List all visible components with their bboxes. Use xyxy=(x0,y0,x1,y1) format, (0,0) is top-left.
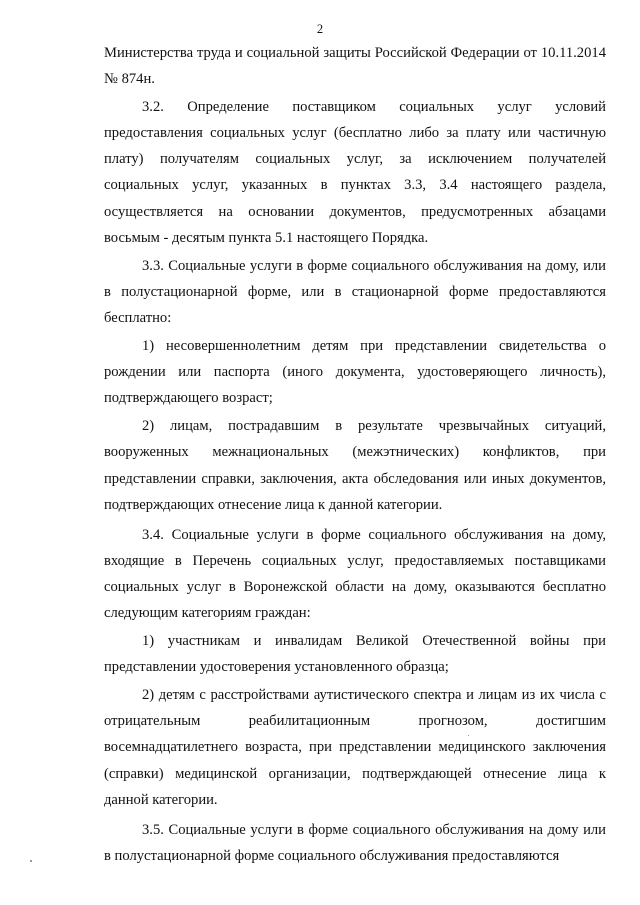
paragraph-clause-3-3-item-2: 2) лицам, пострадавшим в результате чрезвычайных ситуаций, вооруженных межнациональных (межэтнических) конфликтов, при представлении справки, заключения, акта обследования или иных документов, подтверждающих отнесение лица к данной категории. xyxy=(104,418,606,513)
paragraph-clause-3-3-item-1: 1) несовершеннолетним детям при представлении свидетельства о рождении или паспорта (иного документа, удостоверяющего личность), подтверждающего возраст; xyxy=(104,338,606,407)
paragraph-clause-3-5: 3.5. Социальные услуги в форме социального обслуживания на дому или в полустационарной форме социального обслуживания предоставляются xyxy=(104,821,606,864)
paragraph-clause-3-4-item-1: 1) участникам и инвалидам Великой Отечественной войны при представлении удостоверения установленного образца; xyxy=(104,633,606,676)
scan-speck xyxy=(30,860,32,862)
paragraph-clause-3-4-item-2: 2) детям с расстройствами аутистического спектра и лицам из их числа с отрицательным реабилитационным прогнозом, достигшим восемнадцатилетнего возраста, при представлении медицинского заключения (справки) медицинской организации, подтверждающей отнесение лица к данной категории. xyxy=(104,687,606,808)
paragraph-intro-continuation: Министерства труда и социальной защиты Российской Федерации от 10.11.2014 № 874н. xyxy=(104,45,606,88)
paragraph-clause-3-2: 3.2. Определение поставщиком социальных услуг условий предоставления социальных услуг (бесплатно либо за плату или частичную плату) получателям социальных услуг, за исключением получателей социальных услуг, указанных в пунктах 3.3, 3.4 настоящего раздела, осуществляется на основании документов, предусмотренных абзацами восьмым - десятым пункта 5.1 настоящего Порядка. xyxy=(104,99,606,246)
scan-speck xyxy=(468,735,469,736)
document-body xyxy=(104,40,606,869)
paragraph-clause-3-4: 3.4. Социальные услуги в форме социального обслуживания на дому, входящие в Перечень социальных услуг, предоставляемых поставщиками социальных услуг в Воронежской области на дому, оказываются бесплатно следующим категориям граждан: xyxy=(104,526,606,621)
paragraph-clause-3-3: 3.3. Социальные услуги в форме социального обслуживания на дому, или в полустационарной форме, или в стационарной форме предоставляются бесплатно: xyxy=(104,257,606,326)
page-number: 2 xyxy=(316,22,324,36)
